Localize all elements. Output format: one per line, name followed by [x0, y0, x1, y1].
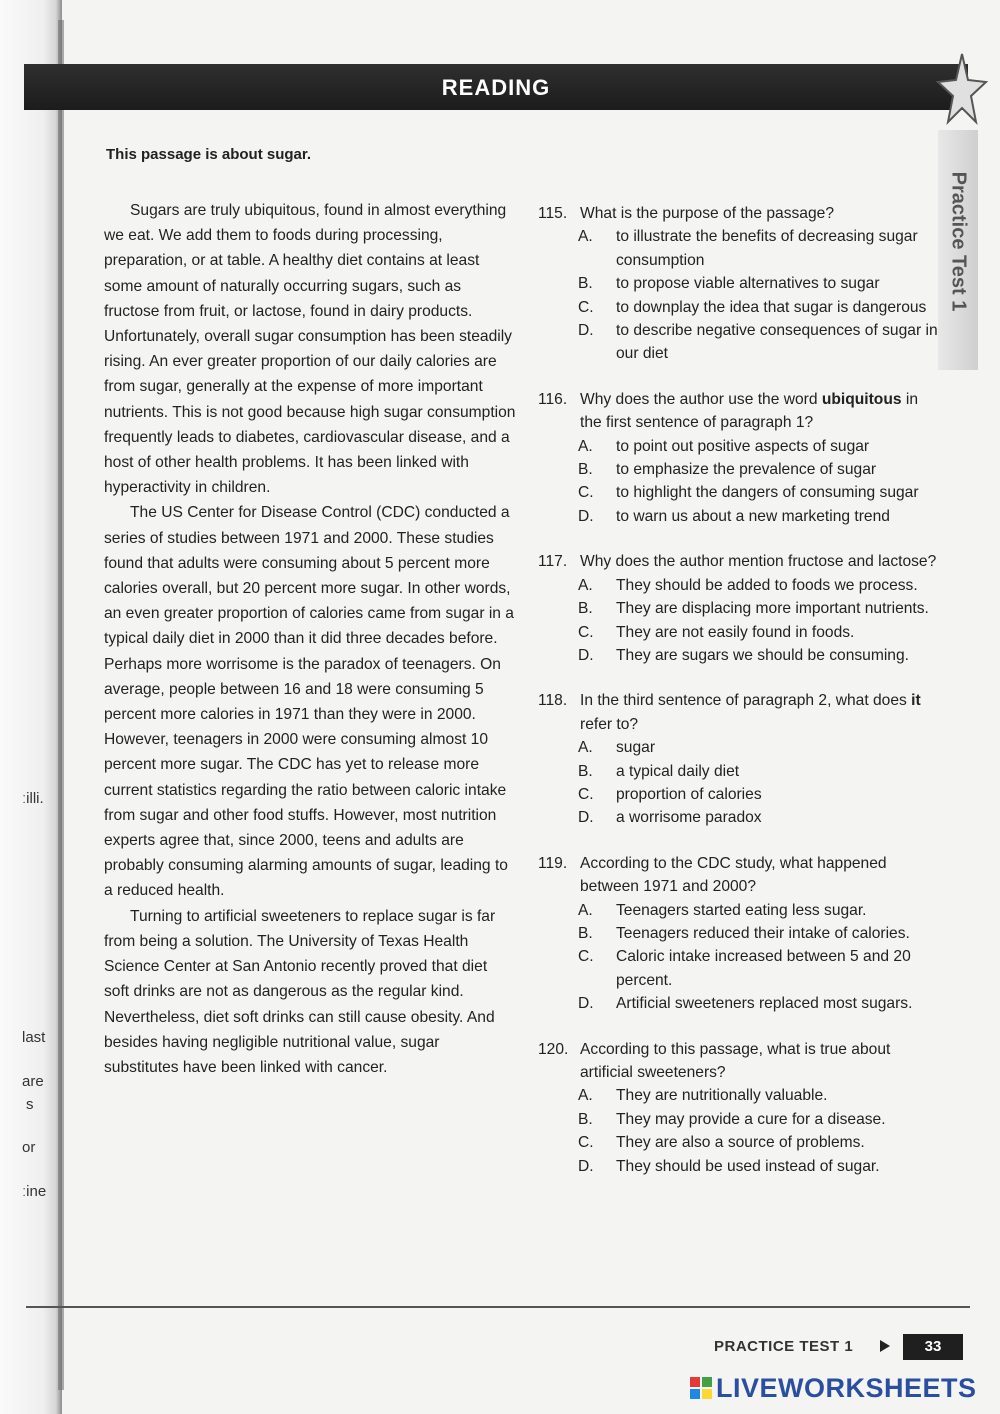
question-116: [538, 388, 938, 528]
question-120: [538, 1038, 938, 1178]
option-letter: C.: [578, 484, 594, 502]
option-text: to downplay the idea that sugar is dangerous: [616, 298, 927, 316]
option-letter: D.: [578, 507, 594, 525]
option-text: They may provide a cure for a disease.: [616, 1110, 886, 1128]
option-text: Artificial sweeteners replaced most sugars.: [616, 995, 913, 1013]
reading-passage: [104, 198, 516, 1080]
question-text: According to this passage, what is true about artificial sweeteners?: [580, 1040, 891, 1081]
answer-option[interactable]: [538, 783, 938, 806]
footer-divider: [26, 1306, 970, 1308]
option-letter: D.: [578, 1157, 594, 1175]
answer-option[interactable]: [538, 1108, 938, 1131]
option-text: a typical daily diet: [616, 762, 740, 780]
option-letter: A.: [578, 739, 593, 757]
logo-square: [690, 1377, 700, 1387]
answer-option[interactable]: [538, 899, 938, 922]
answer-option[interactable]: [538, 644, 938, 667]
passage-paragraph-3: Turning to artificial sweeteners to replace sugar is far from being a solution. The University of Texas Health Science Center at San Antonio recently proved that diet soft drinks are not as dangerous as the regular kind. Nevertheless, diet soft drinks can still cause obesity. And besides having negligible nutritional value, sugar substitutes have been linked with cancer.: [104, 907, 496, 1076]
star-icon: [924, 50, 988, 140]
option-text: to describe negative consequences of sugar in our diet: [616, 322, 938, 363]
passage-intro: This passage is about sugar.: [106, 146, 312, 163]
option-letter: D.: [578, 646, 594, 664]
binding-shadow: [58, 20, 64, 1390]
option-letter: A.: [578, 437, 593, 455]
passage-paragraph-1: Sugars are truly ubiquitous, found in almost everything we eat. We add them to foods during processing, preparation, or at table. A healthy diet contains at least some amount of naturally occurring sugars, such as fructose from fruit, or lactose, found in dairy products. Unfortunately, overall sugar consumption has been steadily rising. An ever greater proportion of our daily calories are from sugar, generally at the expense of more important nutrients. This is not good because high sugar consumption frequently leads to diabetes, cardiovascular disease, and a host of other health problems. It has been linked with hyperactivity in children.: [104, 202, 516, 497]
margin-fragment: or: [22, 1139, 36, 1156]
option-text: a worrisome paradox: [616, 809, 762, 827]
question-text: [580, 689, 938, 736]
option-text: proportion of calories: [616, 785, 762, 803]
answer-option[interactable]: [538, 319, 938, 366]
answer-option[interactable]: [538, 992, 938, 1015]
answer-option[interactable]: [538, 272, 938, 295]
option-letter: B.: [578, 1110, 593, 1128]
logo-square: [702, 1377, 712, 1387]
margin-fragment: are: [22, 1073, 44, 1090]
answer-option[interactable]: [538, 1131, 938, 1154]
option-letter: C.: [578, 1134, 594, 1152]
option-letter: A.: [578, 228, 593, 246]
option-letter: D.: [578, 809, 594, 827]
question-text: What is the purpose of the passage?: [580, 205, 834, 222]
option-letter: B.: [578, 924, 593, 942]
answer-option[interactable]: [538, 760, 938, 783]
answer-option[interactable]: [538, 806, 938, 829]
option-letter: B.: [578, 461, 593, 479]
answer-option[interactable]: [538, 225, 938, 272]
option-letter: C.: [578, 785, 594, 803]
option-text: They should be added to foods we process.: [616, 576, 918, 594]
question-number: 118.: [538, 692, 568, 710]
section-header: [24, 64, 968, 110]
option-letter: C.: [578, 298, 594, 316]
logo-square: [702, 1389, 712, 1399]
answer-option[interactable]: [538, 458, 938, 481]
question-118: [538, 689, 938, 829]
question-text: Why does the author mention fructose and lactose?: [580, 553, 937, 571]
margin-fragment: s: [26, 1096, 34, 1113]
question-119: [538, 852, 938, 1016]
option-letter: D.: [578, 995, 594, 1013]
option-text: to warn us about a new marketing trend: [616, 507, 890, 525]
book-binding: [0, 0, 62, 1414]
play-arrow-icon: [880, 1340, 890, 1352]
page-number: 33: [903, 1334, 963, 1360]
practice-test-tab: [938, 130, 978, 370]
footer-label: PRACTICE TEST 1: [714, 1338, 854, 1355]
question-number: 117.: [538, 553, 568, 571]
question-number: 119.: [538, 854, 568, 872]
answer-option[interactable]: [538, 736, 938, 759]
section-title: READING: [441, 75, 551, 100]
question-keyword: ubiquitous: [821, 390, 902, 408]
option-text: They are sugars we should be consuming.: [616, 646, 909, 664]
option-letter: A.: [578, 1087, 593, 1105]
answer-option[interactable]: [538, 505, 938, 528]
question-number: 116.: [538, 390, 568, 408]
option-text: Caloric intake increased between 5 and 20 percent.: [616, 948, 911, 989]
answer-option[interactable]: [538, 481, 938, 504]
question-text-part: refer to?: [580, 715, 639, 733]
option-text: They are displacing more important nutrients.: [616, 600, 929, 618]
passage-paragraph-2: The US Center for Disease Control (CDC) conducted a series of studies between 1971 and 2000. These studies found that adults were consuming about 5 percent more calories overall, but 20 percent more sugar. In other words, an even greater proportion of calories came from sugar in a typical daily diet in 2000 than it did three decades before. Perhaps more worrisome is the paradox of teenagers. On average, people between 16 and 18 were consuming 5 percent more calories in 1971 than they were in 2000. However, teenagers in 2000 were consuming almost 10 percent more sugar. The CDC has yet to release more current statistics regarding the ratio between caloric intake from sugar and other food stuffs. However, most nutrition experts agree that, since 2000, teens and adults are probably consuming alarming amounts of sugar, leading to a reduced health.: [104, 504, 514, 900]
option-letter: B.: [578, 762, 593, 780]
question-list: [538, 202, 938, 1200]
question-text: According to the CDC study, what happened between 1971 and 2000?: [580, 854, 887, 896]
practice-test-tab-label: Practice Test 1: [947, 171, 970, 312]
answer-option[interactable]: [538, 435, 938, 458]
option-text: sugar: [616, 739, 656, 757]
answer-option[interactable]: [538, 922, 938, 945]
margin-fragment: ːine: [22, 1183, 47, 1200]
answer-option[interactable]: [538, 1155, 938, 1178]
question-text-part: In the third sentence of paragraph 2, what does: [580, 692, 912, 710]
option-text: They are also a source of problems.: [616, 1134, 865, 1152]
option-letter: C.: [578, 623, 594, 641]
question-number: 115.: [538, 205, 568, 222]
answer-option[interactable]: [538, 945, 938, 992]
answer-option[interactable]: [538, 621, 938, 644]
liveworksheets-watermark: [690, 1372, 977, 1404]
option-letter: C.: [578, 948, 594, 966]
question-117: [538, 550, 938, 667]
answer-option[interactable]: [538, 1084, 938, 1107]
option-text: to emphasize the prevalence of sugar: [616, 461, 877, 479]
option-text: Teenagers started eating less sugar.: [616, 901, 867, 919]
question-text-part: in the first sentence of paragraph 1?: [580, 390, 919, 432]
option-letter: B.: [578, 600, 593, 618]
option-letter: D.: [578, 322, 594, 340]
answer-option[interactable]: [538, 296, 938, 319]
margin-fragment: ːilli.: [22, 790, 44, 807]
option-text: They should be used instead of sugar.: [616, 1157, 880, 1175]
question-text-part: Why does the author use the word: [580, 390, 822, 408]
option-letter: A.: [578, 576, 593, 594]
question-keyword: it: [911, 692, 921, 710]
option-text: They are not easily found in foods.: [616, 623, 855, 641]
option-letter: B.: [578, 275, 593, 293]
option-letter: A.: [578, 901, 593, 919]
brand-text: LIVEWORKSHEETS: [716, 1372, 977, 1403]
question-115: [538, 202, 938, 366]
option-text: They are nutritionally valuable.: [616, 1087, 828, 1105]
answer-option[interactable]: [538, 574, 938, 597]
question-text: [580, 388, 938, 435]
logo-square: [690, 1389, 700, 1399]
margin-fragment: last: [22, 1029, 46, 1046]
option-text: to propose viable alternatives to sugar: [616, 275, 880, 293]
option-text: to highlight the dangers of consuming sugar: [616, 484, 919, 502]
answer-option[interactable]: [538, 597, 938, 620]
option-text: Teenagers reduced their intake of calories.: [616, 924, 910, 942]
question-number: 120.: [538, 1040, 569, 1058]
option-text: to point out positive aspects of sugar: [616, 437, 870, 455]
option-text: to illustrate the benefits of decreasing sugar consumption: [616, 228, 918, 269]
liveworksheets-logo-icon: [690, 1377, 712, 1399]
